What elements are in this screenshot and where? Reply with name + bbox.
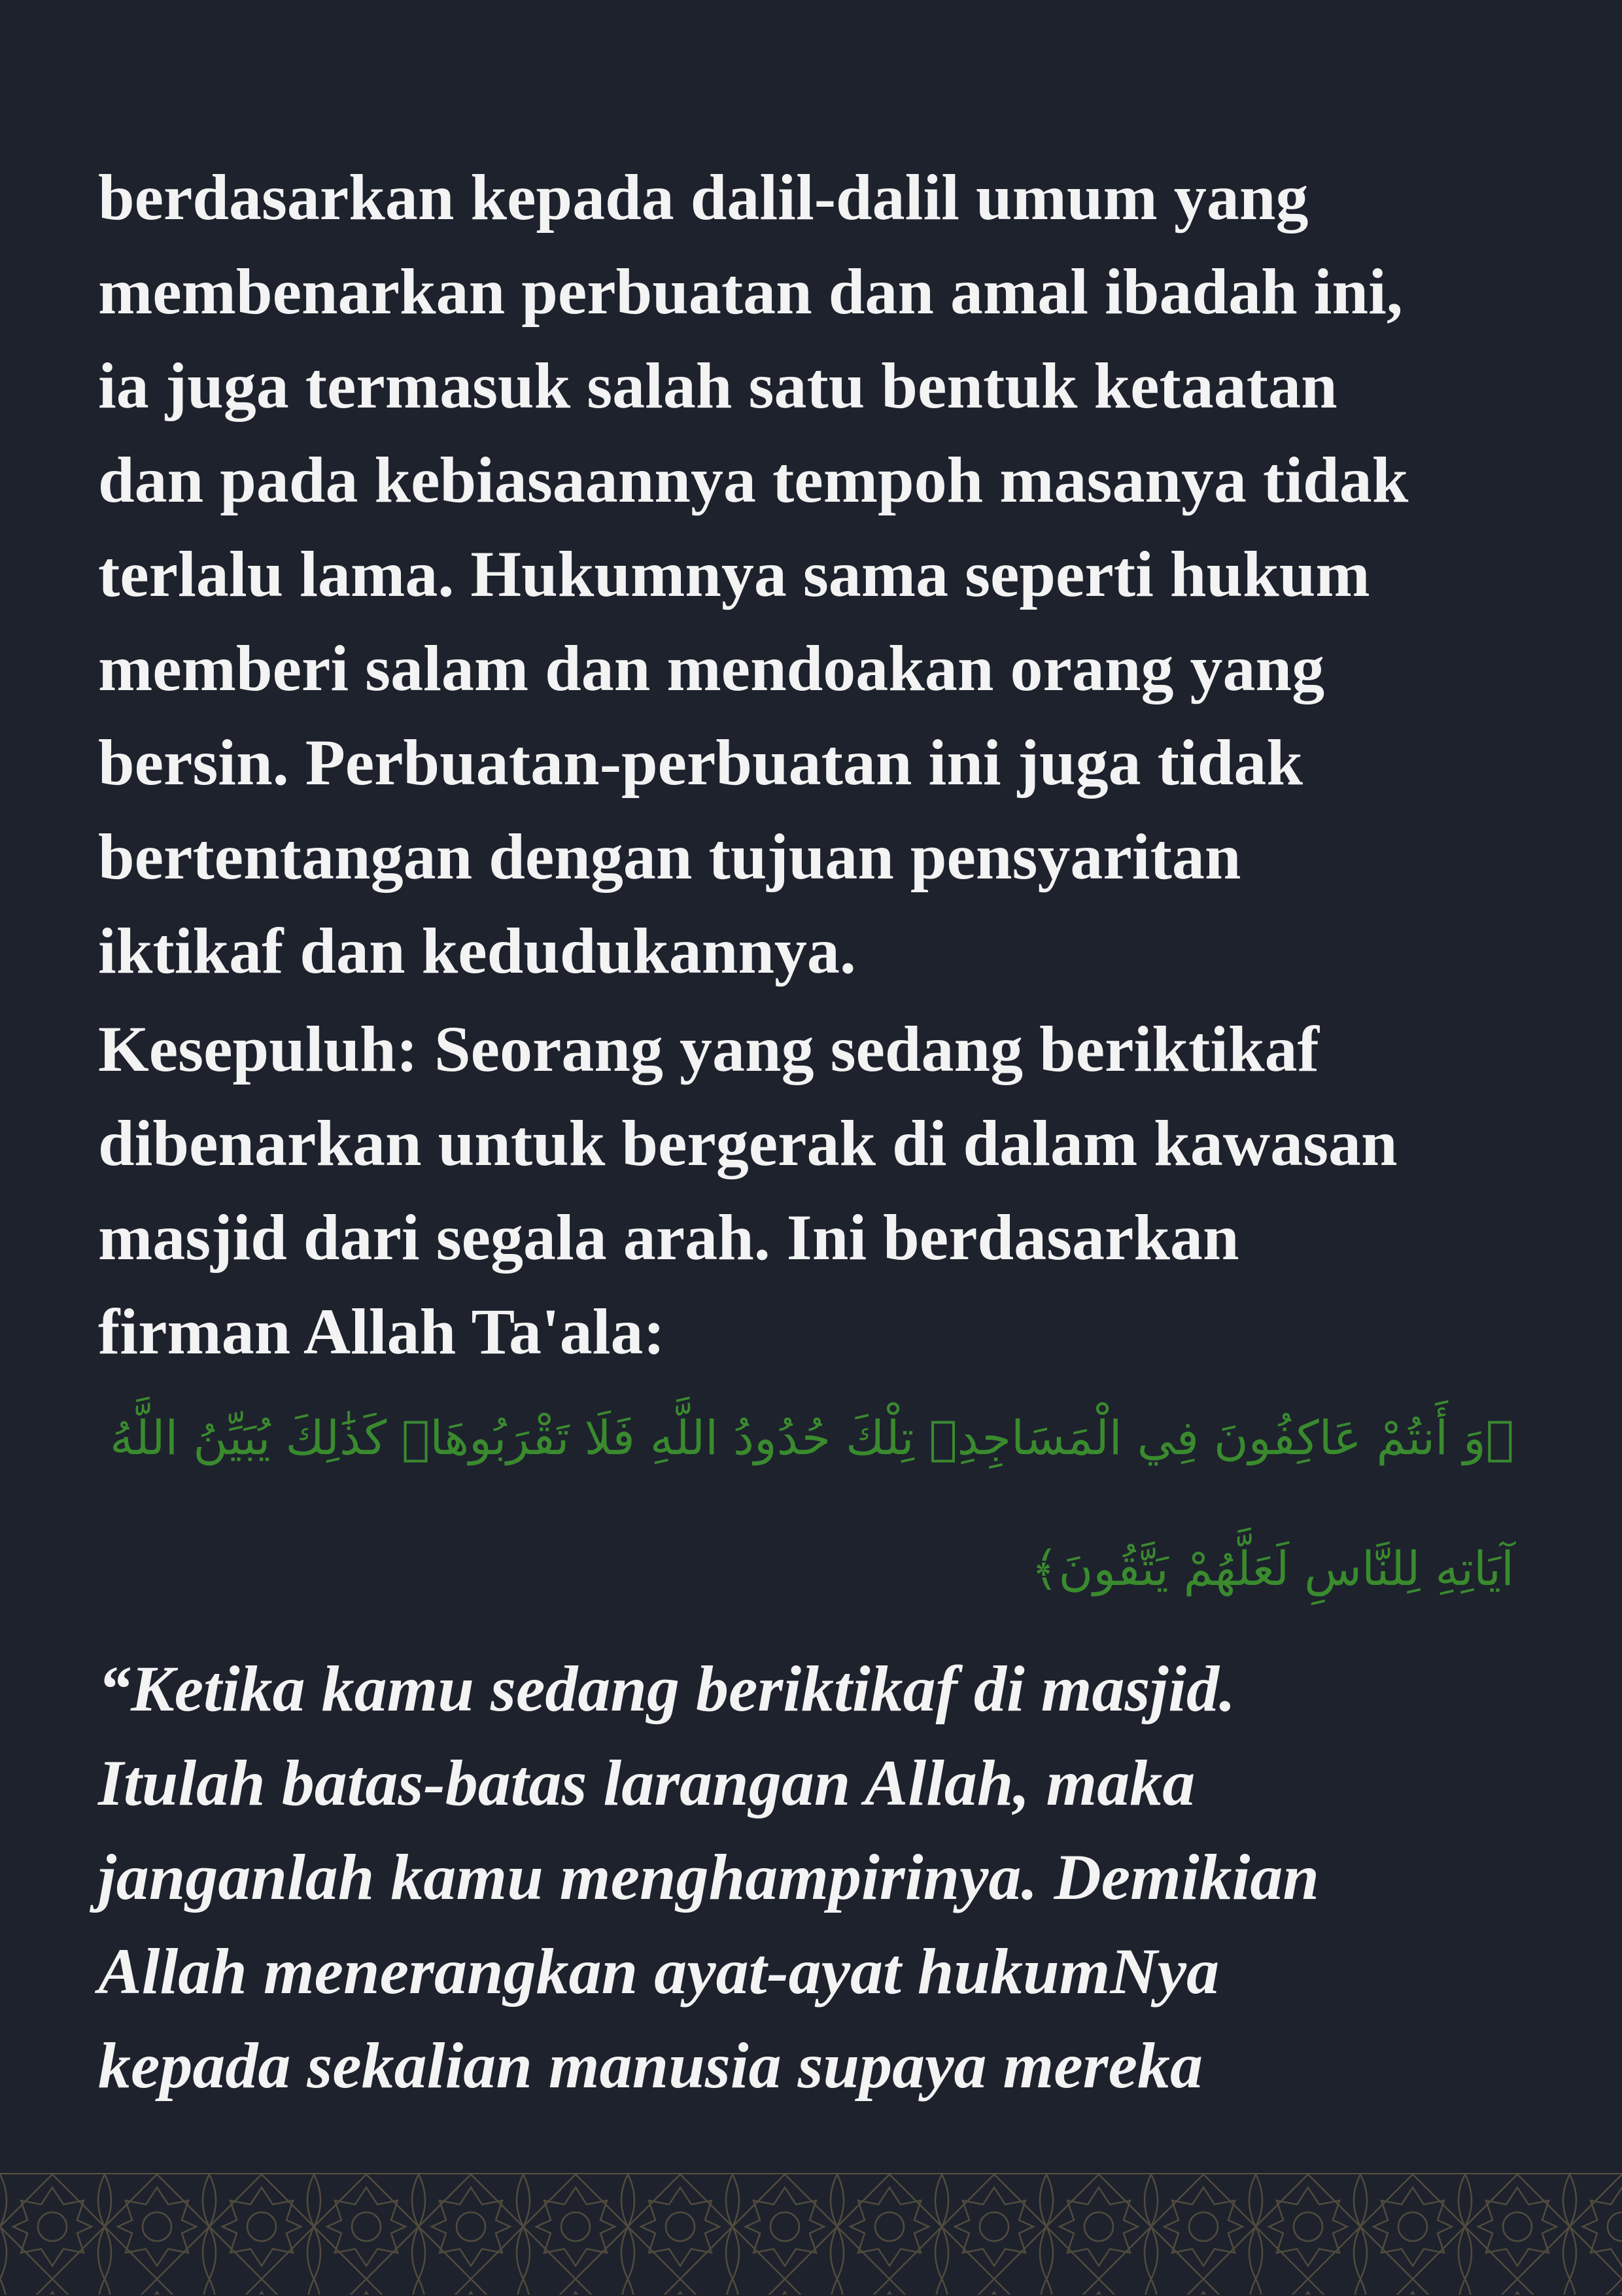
- verse-translation: “Ketika kamu sedang beriktikaf di masjid. Itulah batas-batas larangan Allah, maka janganlah kamu menghampirinya. Demikian Allah menerangkan ayat-ayat hukumNya kepada sekalian manusia supaya mereka: [98, 1652, 1320, 2102]
- page-content: [98, 150, 1537, 2113]
- footer-ornament: [0, 2173, 1622, 2296]
- geometric-pattern-icon: [0, 2174, 1622, 2295]
- arabic-verse: ﴿وَ أَنتُمْ عَاكِفُونَ فِي الْمَسَاجِدِۗ تِلْكَ حُدُودُ اللَّهِ فَلَا تَقْرَبُوهَاۗ كَذَٰلِكَ يُبَيِّنُ اللَّهُ آيَاتِهِ لِلنَّاسِ لَعَلَّهُمْ يَتَّقُونَ﴾: [110, 1410, 1514, 1596]
- body-paragraph: berdasarkan kepada dalil-dalil umum yang membenarkan perbuatan dan amal ibadah ini, ia juga termasuk salah satu bentuk ketaatan dan pada kebiasaannya tempoh masanya tidak terlalu lama. Hukumnya sama seperti hukum memberi salam dan mendoakan orang yang bersin. Perbuatan-perbuatan ini juga tidak bertentangan dengan tujuan pensyaritan iktikaf dan kedudukannya.: [98, 161, 1409, 987]
- body-paragraph-kesepuluh: Kesepuluh: Seorang yang sedang beriktikaf dibenarkan untuk bergerak di dalam kawasan masjid dari segala arah. Ini berdasarkan firman Allah Ta'ala:: [98, 1013, 1398, 1368]
- quran-verse-block: [98, 1372, 1537, 1634]
